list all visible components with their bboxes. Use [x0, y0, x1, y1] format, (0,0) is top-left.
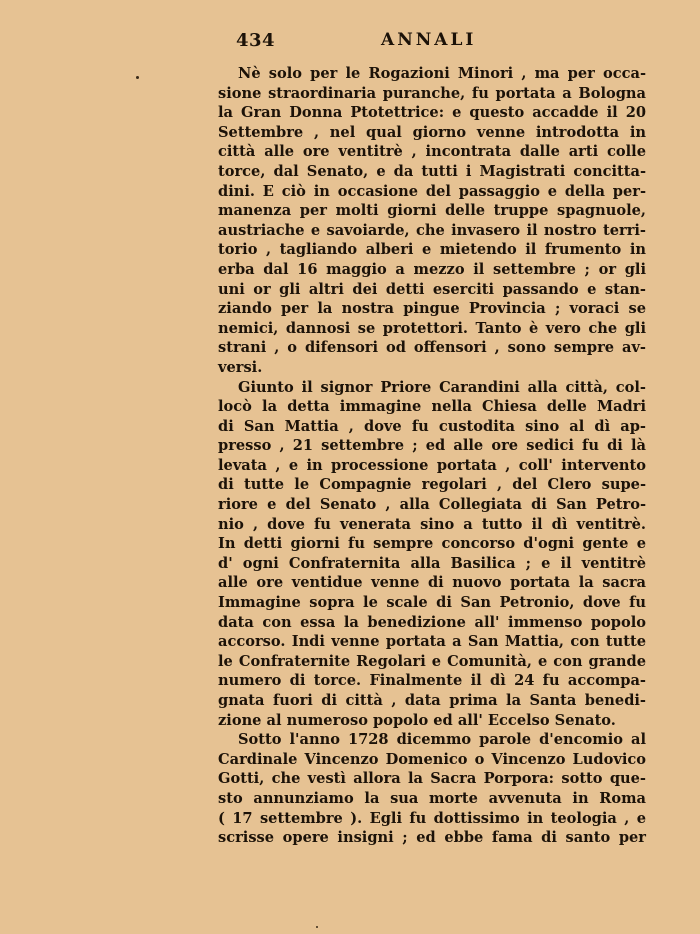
text-line: locò la detta immagine nella Chiesa delle Madri — [218, 398, 646, 416]
text-line: alle ore ventidue venne di nuovo portata la sacra — [218, 574, 646, 592]
text-line: Nè solo per le Rogazioni Minori , ma per occa- — [238, 65, 646, 82]
text-line: Giunto il signor Priore Carandini alla città, col- — [238, 378, 646, 396]
text-line: Immagine sopra le scale di San Petronio, dove fu — [218, 594, 646, 612]
text-line: levata , e in processione portata , coll' intervento — [218, 456, 646, 474]
print-speck — [136, 76, 139, 79]
text-line: accorso. Indi venne portata a San Mattia, con tutte — [218, 633, 646, 651]
text-line: zione al numeroso popolo ed all' Eccelso Senato. — [218, 711, 616, 729]
text-line: Gotti, che vestì allora la Sacra Porpora: sotto que- — [218, 770, 646, 788]
text-line: manenza per molti giorni delle truppe spagnuole, — [218, 202, 646, 220]
text-line: strani , o difensori od offensori , sono sempre av- — [218, 339, 646, 357]
text-line: sione straordinaria puranche, fu portata a Bologna — [218, 84, 646, 102]
text-line: Cardinale Vincenzo Domenico o Vincenzo Ludovico — [218, 750, 646, 768]
text-line: versi. — [218, 358, 263, 376]
text-line: di tutte le Compagnie regolari , del Clero supe- — [218, 476, 646, 494]
text-line: città alle ore ventitrè , incontrata dalle arti colle — [218, 143, 646, 161]
text-line: di San Mattia , dove fu custodita sino al dì ap- — [218, 417, 646, 435]
text-line: dini. E ciò in occasione del passaggio e della per- — [218, 182, 646, 200]
text-line: nio , dove fu venerata sino a tutto il dì ventitrè. — [218, 515, 646, 533]
text-line: le Confraternite Regolari e Comunità, e con grande — [218, 652, 646, 670]
print-speck — [316, 926, 318, 928]
page-number: 434 — [236, 30, 276, 51]
running-title: ANNALI — [381, 30, 477, 50]
text-line: In detti giorni fu sempre concorso d'ogni gente e — [218, 535, 646, 553]
text-line: sto annunziamo la sua morte avvenuta in Roma — [218, 789, 646, 807]
text-line: la Gran Donna Ptotettrice: e questo accadde il 20 — [218, 104, 646, 122]
page-header — [236, 30, 646, 54]
text-line: data con essa la benedizione all' immenso popolo — [218, 613, 646, 631]
text-line: torio , tagliando alberi e mietendo il frumento in — [218, 241, 646, 259]
text-line: torce, dal Senato, e da tutti i Magistrati concitta- — [218, 162, 646, 180]
text-line: Settembre , nel qual giorno venne introdotta in — [218, 123, 646, 141]
text-line: gnata fuori di città , data prima la Santa benedi- — [218, 692, 646, 709]
text-line: uni or gli altri dei detti eserciti passando e stan- — [218, 280, 646, 298]
text-line: ziando per la nostra pingue Provincia ; voraci se — [218, 300, 646, 318]
text-line: austriache e savoiarde, che invasero il nostro terri- — [218, 221, 646, 239]
body-text — [218, 64, 646, 848]
text-line: riore e del Senato , alla Collegiata di San Petro- — [218, 496, 646, 514]
text-line: presso , 21 settembre ; ed alle ore sedici fu di là — [218, 437, 646, 455]
text-line: ( 17 settembre ). Egli fu dottissimo in teologia , e — [218, 809, 646, 827]
text-line: erba dal 16 maggio a mezzo il settembre ; or gli — [218, 260, 646, 278]
text-line: Sotto l'anno 1728 dicemmo parole d'encomio al — [238, 731, 646, 749]
text-line: nemici, dannosi se protettori. Tanto è vero che gli — [218, 319, 646, 337]
text-line: numero di torce. Finalmente il dì 24 fu accompa- — [218, 672, 646, 690]
text-line: d' ogni Confraternita alla Basilica ; e il ventitrè — [218, 554, 646, 572]
text-line: scrisse opere insigni ; ed ebbe fama di santo per — [218, 829, 646, 847]
